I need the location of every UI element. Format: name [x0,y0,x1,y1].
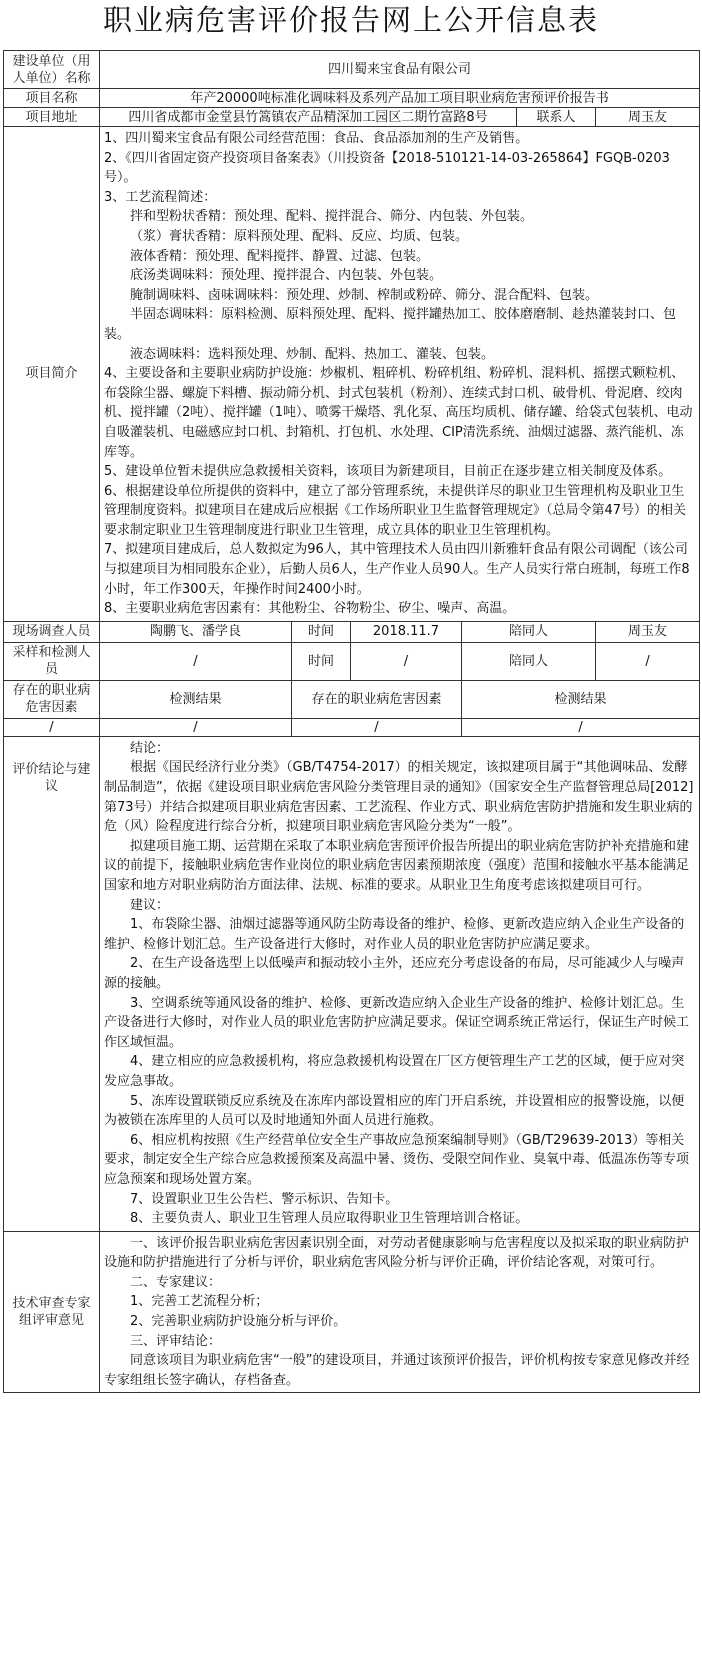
expert-paragraph: 二、专家建议： [130,1274,222,1290]
project-name-row [4,89,700,108]
expert-label: 技术审查专家组评审意见 [4,1231,100,1393]
conclusion-paragraph: 5、冻库设置联锁反应系统及在冻库内部设置相应的库门开启系统，并设置相应的报警设施，以便为被锁在冻库里的人员可以及时地通知外面人员进行施救。 [104,1093,685,1129]
expert-paragraph: 2、完善职业病防护设施分析与评价。 [130,1314,347,1330]
survey-label: 现场调查人员 [4,621,100,642]
expert-content [100,1231,700,1393]
intro-paragraph: 底汤类调味料：预处理、搅拌混合、内包装、外包装。 [130,268,443,284]
intro-label: 项目简介 [4,127,100,622]
intro-paragraph: 拌和型粉状香精：预处理、配料、搅拌混合、筛分、内包装、外包装。 [130,209,534,225]
conclusion-paragraph: 拟建项目施工期、运营期在采取了本职业病危害预评价报告所提出的职业病危害防护补充措施和建议的前提下，接触职业病危害作业岗位的职业病危害因素预期浓度（强度）范围和接触水平基本能满足国家和地方对职业病防治方面法律、法规、标准的要求。从职业卫生角度考虑该拟建项目可行。 [104,838,690,893]
intro-content [100,127,700,622]
intro-paragraph: 7、拟建项目建成后，总人数拟定为96人，其中管理技术人员由四川新雅轩食品有限公司调配（该公司与拟建项目为相同股东企业），后勤人员6人，生产作业人员90人。生产人员实行常白班制，每班工作8小时，年工作300天，年操作时间2400小时。 [104,542,690,597]
hazards-cell: / [292,718,462,736]
conclusion-paragraph: 根据《国民经济行业分类》（GB/T4754-2017）的相关规定，该拟建项目属于“其他调味品、发酵制品制造”，依据《建设项目职业病危害风险分类管理目录的通知》（国家安全生产监督管理总局[2012]第73号）并结合拟建项目职业病危害因素、工艺流程、作业方式、职业病危害防护措施和发生职业病的危（风）险程度进行综合分析，拟建项目职业病危害风险分类为“一般”。 [104,760,694,835]
contact-value: 周玉友 [596,108,700,127]
survey-companion-label: 陪同人 [462,621,596,642]
unit-value: 四川蜀来宝食品有限公司 [100,51,700,89]
info-table [3,50,700,1393]
hazards-cell: / [4,718,100,736]
intro-paragraph: 5、建设单位暂未提供应急救援相关资料，该项目为新建项目，目前正在逐步建立相关制度及体系。 [104,464,672,480]
hazards-result-right: 检测结果 [462,680,700,718]
conclusion-label: 评价结论与建议 [4,736,100,1231]
intro-paragraph: 腌制调味料、卤味调味料：预处理、炒制、榨制或粉碎、筛分、混合配料、包装。 [130,287,599,303]
contact-label: 联系人 [517,108,596,127]
sampling-time-value: / [351,642,462,680]
survey-row [4,621,700,642]
survey-companion-value: 周玉友 [596,621,700,642]
intro-paragraph: 6、根据建设单位所提供的资料中，建立了部分管理系统，未提供详尽的职业卫生管理机构及职业卫生管理制度资料。拟建项目在建成后应根据《工作场所职业卫生监督管理规定》（总局令第47号）的相关要求制定职业卫生管理制度进行职业卫生管理，成立具体的职业卫生管理机构。 [104,483,687,538]
conclusion-paragraph: 6、相应机构按照《生产经营单位安全生产事故应急预案编制导则》（GB/T29639-2013）等相关要求，制定安全生产综合应急救援预案及高温中暑、烫伤、受限空间作业、臭氧中毒、低温冻伤等专项应急预案和现场处置方案。 [104,1132,690,1187]
hazards-cell: / [100,718,292,736]
intro-paragraph: （浆）膏状香精：原料预处理、配料、反应、均质、包装。 [130,228,469,244]
intro-paragraph: 液体香精：预处理、配料搅拌、静置、过滤、包装。 [130,248,430,264]
conclusion-paragraph: 2、在生产设备选型上以低噪声和振动较小主外，还应充分考虑设备的布局，尽可能减少人与噪声源的接触。 [104,956,685,991]
survey-value: 陶鹏飞、潘学良 [100,621,292,642]
hazards-result-left: 检测结果 [100,680,292,718]
sampling-companion-label: 陪同人 [462,642,596,680]
conclusion-paragraph: 建议： [130,897,170,913]
project-name-value: 年产20000吨标准化调味料及系列产品加工项目职业病危害预评价报告书 [100,89,700,108]
hazards-label-left: 存在的职业病危害因素 [4,680,100,718]
survey-time-label: 时间 [292,621,351,642]
sampling-label: 采样和检测人员 [4,642,100,680]
survey-time-value: 2018.11.7 [351,621,462,642]
expert-paragraph: 同意该项目为职业病危害“一般”的建设项目，并通过该预评价报告，评价机构按专家意见修改并经专家组组长签字确认，存档备查。 [104,1353,690,1388]
unit-row [4,51,700,89]
project-address-row [4,108,700,127]
intro-paragraph: 2、《四川省固定资产投资项目备案表》（川投资备【2018-510121-14-03-265864】FGQB-0203号）。 [104,150,670,186]
hazards-cell: / [462,718,700,736]
conclusion-paragraph: 结论： [130,740,170,756]
intro-paragraph: 4、主要设备和主要职业病防护设施：炒椒机、粗碎机、粉碎机组、粉碎机、混料机、摇摆式颗粒机、布袋除尘器、螺旋下料槽、振动筛分机、封式包装机（粉剂）、连续式封口机、破骨机、骨泥磨、绞肉机、搅拌罐（2吨）、搅拌罐（1吨）、喷雾干燥塔、乳化泵、高压均质机、储存罐、给袋式包装机、电动自吸灌装机、电磁感应封口机、封箱机、打包机、水处理、CIP清洗系统、油烟过滤器、蒸汽能机、冻库等。 [104,366,693,460]
project-address-value: 四川省成都市金堂县竹篙镇农产品精深加工园区二期竹富路8号 [100,108,517,127]
sampling-row [4,642,700,680]
document-title: 职业病危害评价报告网上公开信息表 [102,3,599,37]
project-name-label: 项目名称 [4,89,100,108]
conclusion-paragraph: 7、设置职业卫生公告栏、警示标识、告知卡。 [130,1191,399,1207]
intro-paragraph: 8、主要职业病危害因素有：其他粉尘、谷物粉尘、矽尘、噪声、高温。 [104,601,516,617]
conclusion-paragraph: 4、建立相应的应急救援机构，将应急救援机构设置在厂区方便管理生产工艺的区域，便于应对突发应急事故。 [104,1054,685,1089]
sampling-value: / [100,642,292,680]
conclusion-paragraph: 8、主要负责人、职业卫生管理人员应取得职业卫生管理培训合格证。 [130,1211,529,1227]
expert-row [4,1231,700,1393]
conclusion-paragraph: 3、空调系统等通风设备的维护、检修、更新改造应纳入企业生产设备的维护、检修计划汇总。生产设备进行大修时，对作业人员的职业危害防护应满足要求。保证空调系统正常运行，保证生产时候工作区域恒温。 [104,995,690,1050]
expert-paragraph: 一、该评价报告职业病危害因素识别全面，对劳动者健康影响与危害程度以及拟采取的职业病防护设施和防护措施进行了分析与评价，职业病危害风险分析与评价正确，评价结论客观，对策可行。 [104,1235,690,1271]
sampling-companion-value: / [596,642,700,680]
sampling-time-label: 时间 [292,642,351,680]
expert-paragraph: 1、完善工艺流程分析； [130,1294,269,1310]
project-address-label: 项目地址 [4,108,100,127]
unit-label: 建设单位（用人单位）名称 [4,51,100,89]
hazards-header-row [4,680,700,718]
intro-paragraph: 液态调味料：选料预处理、炒制、配料、热加工、灌装、包装。 [130,346,495,362]
conclusion-paragraph: 1、布袋除尘器、油烟过滤器等通风防尘防毒设备的维护、检修、更新改造应纳入企业生产设备的维护、检修计划汇总。生产设备进行大修时，对作业人员的职业危害防护应满足要求。 [104,917,685,952]
intro-paragraph: 3、工艺流程简述： [104,189,217,205]
conclusion-content [100,736,700,1231]
hazards-label-right: 存在的职业病危害因素 [292,680,462,718]
expert-paragraph: 三、评审结论： [130,1333,222,1349]
intro-row [4,127,700,622]
hazards-data-row [4,718,700,736]
intro-paragraph: 半固态调味料：原料检测、原料预处理、配料、搅拌罐热加工、胶体磨磨制、趁热灌装封口、包装。 [104,307,677,342]
conclusion-row [4,736,700,1231]
intro-paragraph: 1、四川蜀来宝食品有限公司经营范围：食品、食品添加剂的生产及销售。 [104,131,529,146]
